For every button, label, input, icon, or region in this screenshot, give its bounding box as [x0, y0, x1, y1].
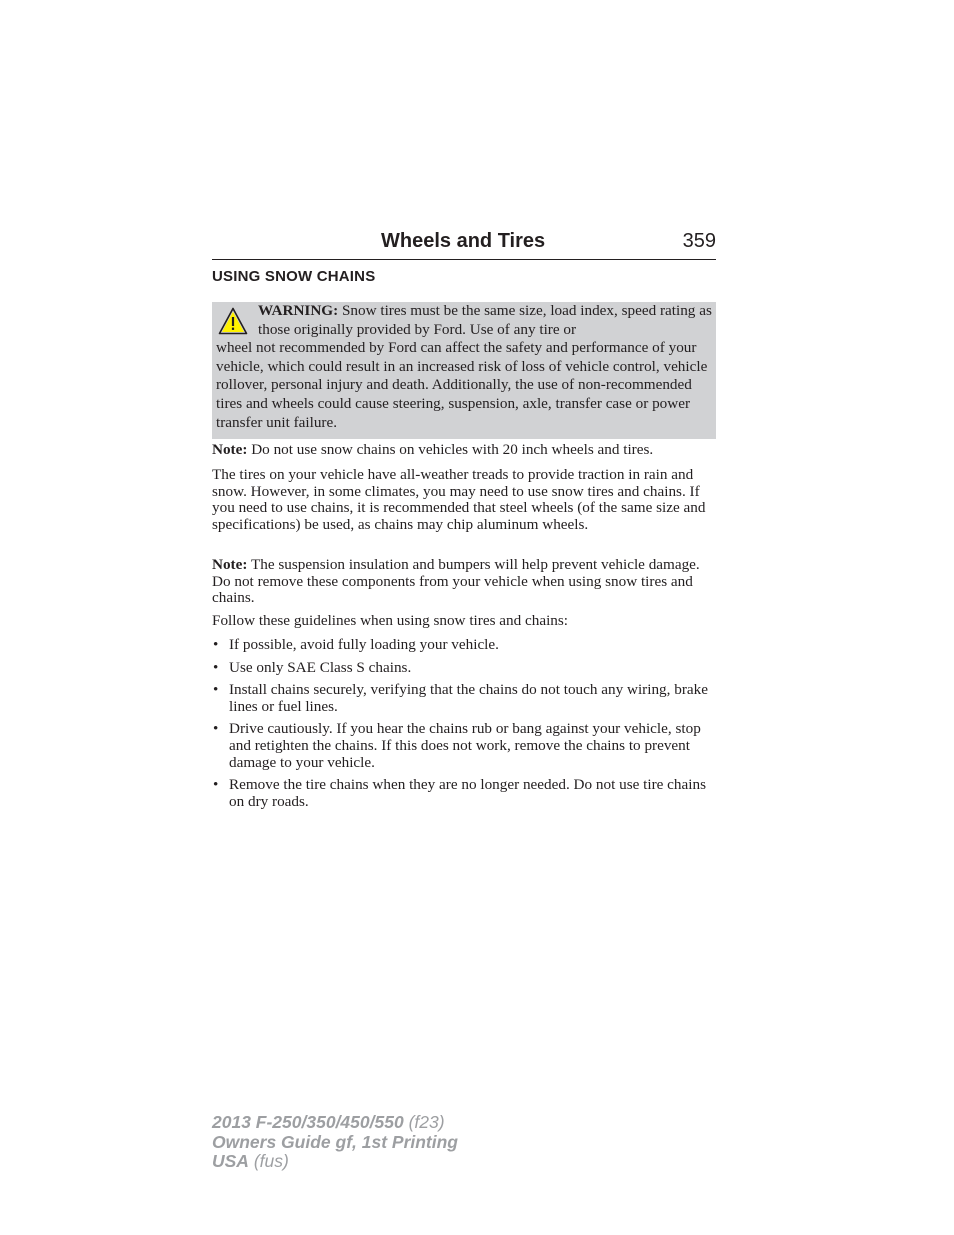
footer-guide-line: [212, 1133, 458, 1153]
bullet-icon: •: [213, 681, 219, 699]
warning-text-lead: Snow tires must be the same size, load index, speed rating as those originally provided by Ford. Use of any tire or: [258, 302, 712, 338]
footer-market: USA: [212, 1151, 249, 1171]
guidelines-list: [212, 637, 718, 816]
bullet-icon: •: [213, 636, 219, 653]
section-heading: USING SNOW CHAINS: [212, 268, 376, 285]
footer-market-line: [212, 1152, 458, 1172]
list-item: [212, 777, 718, 810]
bullet-icon: •: [213, 720, 219, 738]
note-text: The suspension insulation and bumpers will help prevent vehicle damage. Do not remove these components from your vehicle when using snow tires and chains.: [212, 556, 700, 607]
footer-guide: Owners Guide gf, 1st Printing: [212, 1131, 458, 1152]
warning-lead: [258, 302, 713, 339]
footer-model: 2013 F-250/350/450/550: [212, 1112, 404, 1132]
warning-text: [216, 302, 713, 432]
list-item: [212, 660, 718, 677]
footer-market-code: (fus): [253, 1151, 289, 1171]
list-item: [212, 637, 718, 654]
list-item-text: Remove the tire chains when they are no longer needed. Do not use tire chains on dry roads.: [229, 776, 706, 810]
note-text: Do not use snow chains on vehicles with 20 inch wheels and tires.: [251, 441, 654, 458]
note-label: Note:: [212, 556, 248, 573]
chapter-title: Wheels and Tires: [381, 230, 546, 252]
bullet-icon: •: [213, 776, 219, 794]
page-footer: [212, 1113, 458, 1172]
list-item-text: Use only SAE Class S chains.: [229, 658, 412, 676]
paragraph-all-weather-treads: The tires on your vehicle have all-weather treads to provide traction in rain and snow. However, in some climates, you may need to use snow tires and chains. If you need to use chains, it is recommended that steel wheels (of the same size and specifications) be used, as chains may chip aluminum wheels.: [212, 466, 706, 533]
list-item-text: Drive cautiously. If you hear the chains rub or bang against your vehicle, stop and retighten the chains. If this does not work, remove the chains to prevent damage to your vehicle.: [229, 720, 701, 771]
list-item: [212, 721, 718, 771]
warning-box: [212, 302, 716, 439]
bullet-icon: •: [213, 658, 219, 676]
page-header: [212, 228, 716, 260]
warning-label: WARNING:: [258, 302, 339, 319]
note-20-inch-wheels: [212, 442, 718, 459]
footer-model-line: [212, 1113, 458, 1133]
list-item-text: If possible, avoid fully loading your vehicle.: [229, 636, 499, 653]
note-suspension-insulation: [212, 557, 718, 607]
list-item: [212, 682, 718, 715]
note-label: Note:: [212, 441, 248, 458]
guidelines-intro: Follow these guidelines when using snow tires and chains:: [212, 612, 569, 629]
page-number: 359: [682, 230, 716, 252]
list-item-text: Install chains securely, verifying that the chains do not touch any wiring, brake lines or fuel lines.: [229, 681, 708, 715]
warning-text-rest: wheel not recommended by Ford can affect the safety and performance of your vehicle, which could result in an increased risk of loss of vehicle control, vehicle rollover, personal injury and death. Additionally, the use of non-recommended tires and wheels could cause steering, suspension, axle, transfer case or power transfer unit failure.: [216, 339, 708, 431]
footer-model-code: (f23): [408, 1112, 445, 1132]
